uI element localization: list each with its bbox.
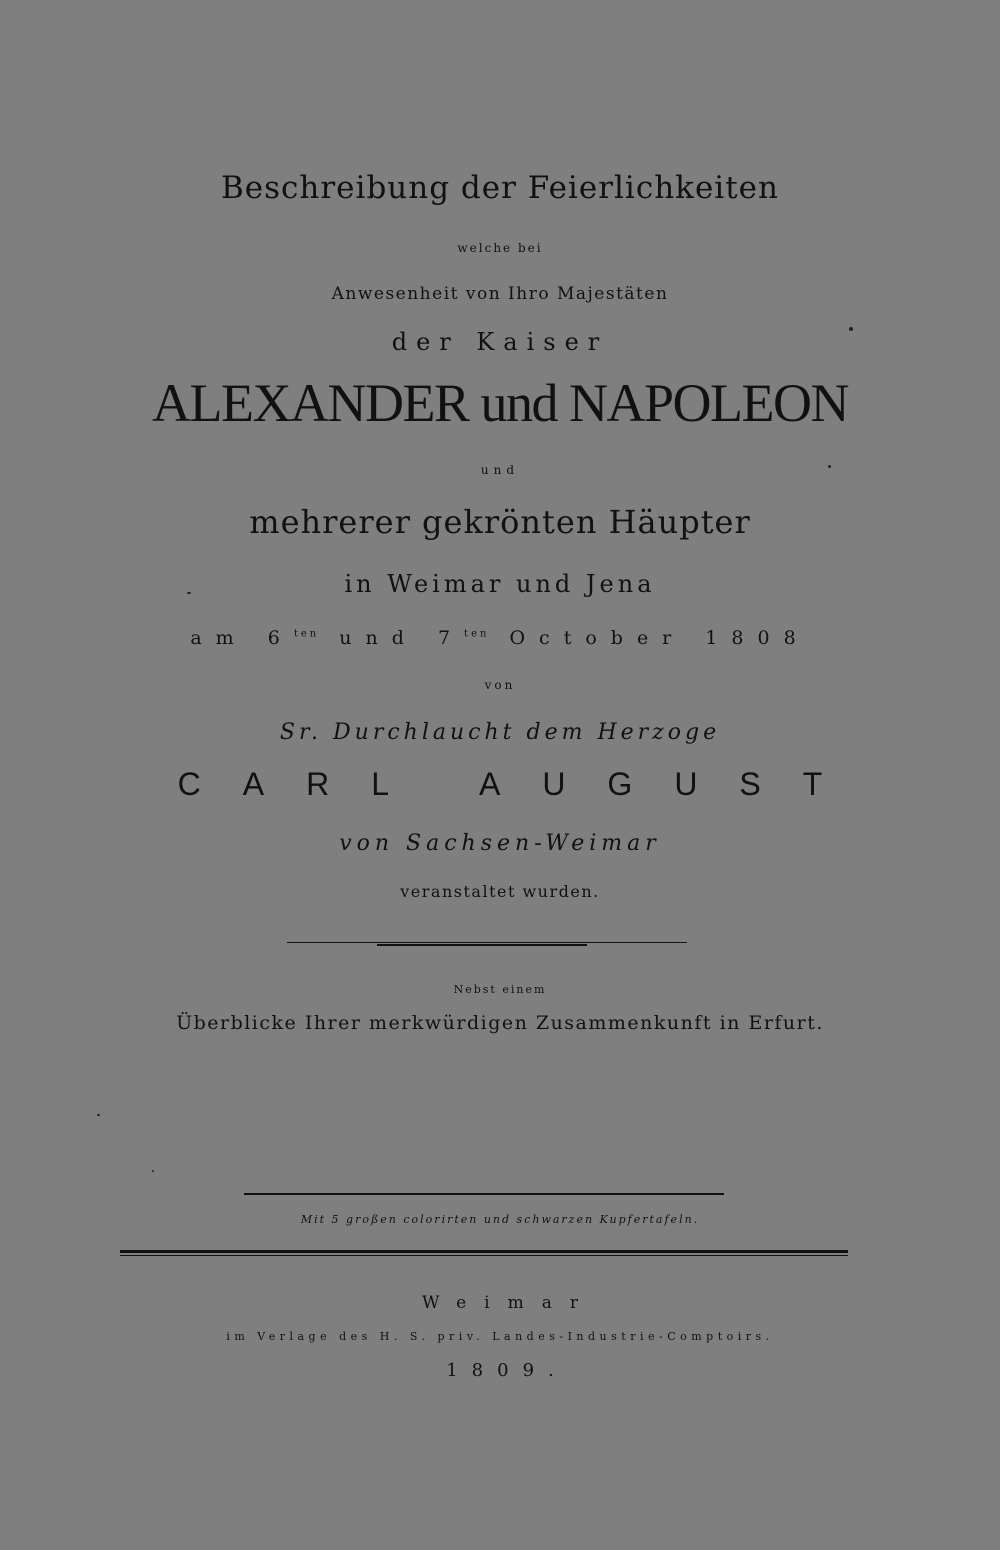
subtitle-anwesenheit: Anwesenheit von Ihro Majestäten (331, 284, 669, 304)
date-day2: 7 (437, 627, 465, 649)
imprint-publisher: im Verlage des H. S. priv. Landes-Industrie-Comptoirs. (226, 1330, 774, 1343)
supplement-erfurt: Überblicke Ihrer merkwürdigen Zusammenkunft in Erfurt. (176, 1012, 824, 1034)
date-day1: 6 (267, 627, 294, 649)
divider-rule-thin (287, 942, 687, 943)
event-date (0, 627, 1000, 649)
divider-rule-thick (377, 944, 587, 946)
subtitle-haeupter: mehrerer gekrönten Häupter (249, 503, 751, 541)
plates-note: Mit 5 großen colorirten und schwarzen Kupfertafeln. (300, 1213, 700, 1226)
supplement-nebst: Nebst einem (453, 983, 547, 996)
subtitle-veranstaltet: veranstaltet wurden. (400, 882, 600, 901)
imprint-place: Weimar (422, 1293, 596, 1313)
date-und: und (339, 627, 418, 649)
emperors-names: ALEXANDER und NAPOLEON (152, 373, 848, 433)
date-sup1: ten (293, 628, 320, 640)
date-am: am (190, 627, 248, 649)
conjunction-und: und (480, 463, 520, 477)
conjunction-von: von (484, 678, 516, 692)
divider-rule-double-top (120, 1250, 848, 1253)
print-speck (97, 1114, 100, 1116)
duke-name: CARL AUGUST (177, 766, 865, 802)
subtitle-sachsen: von Sachsen-Weimar (339, 831, 661, 856)
subtitle-kaiser: der Kaiser (391, 328, 609, 356)
print-speck (152, 1170, 154, 1172)
subtitle-durchlaucht: Sr. Durchlaucht dem Herzoge (279, 720, 721, 745)
date-sup2: ten (464, 628, 490, 640)
print-speck (187, 592, 191, 594)
divider-rule-double-bottom (120, 1255, 848, 1256)
divider-rule-plates (244, 1193, 724, 1195)
subtitle-places: in Weimar und Jena (344, 570, 656, 598)
date-rest: October 1808 (509, 627, 810, 649)
imprint-year: 1809. (446, 1360, 568, 1381)
subtitle-welche: welche bei (457, 241, 543, 255)
print-speck (828, 465, 831, 468)
print-speck (849, 327, 853, 331)
main-title: Beschreibung der Feierlichkeiten (221, 170, 779, 206)
